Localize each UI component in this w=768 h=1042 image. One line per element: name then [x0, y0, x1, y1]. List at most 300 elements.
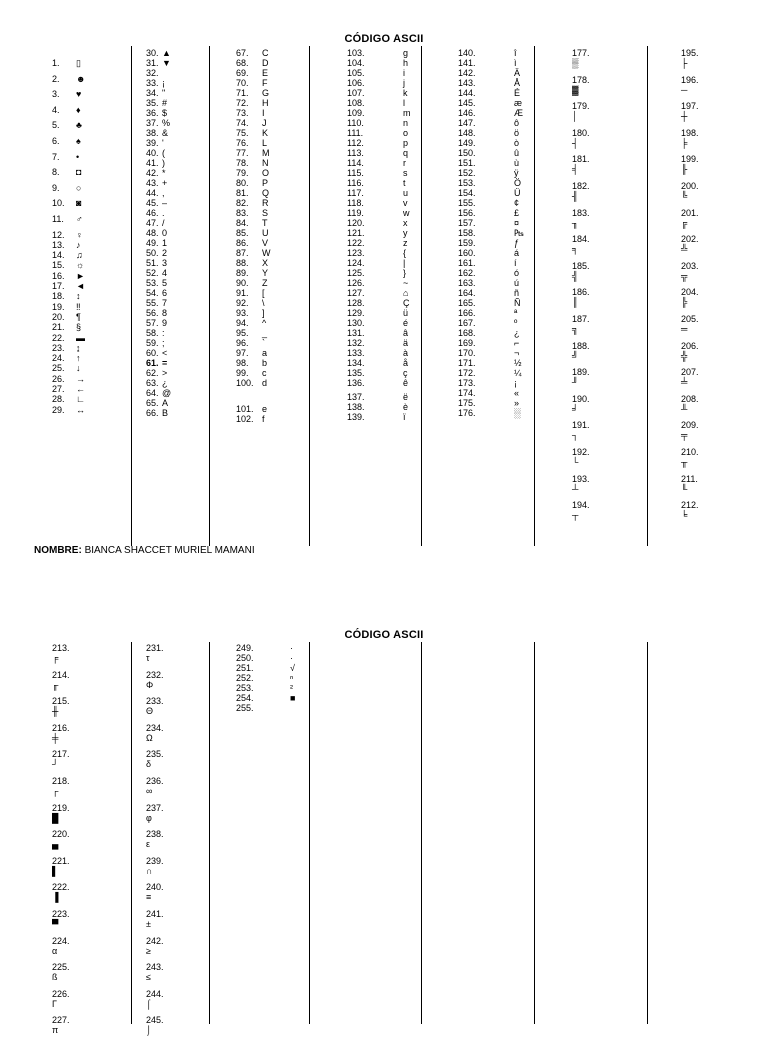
- ascii-code: 219.: [52, 802, 70, 813]
- column-divider: [131, 642, 132, 1024]
- ascii-entry: [146, 288, 206, 298]
- ascii-code: 60.: [146, 348, 159, 358]
- ascii-code: 144.: [458, 88, 476, 98]
- page-title-2: CÓDIGO ASCII: [344, 629, 424, 641]
- ascii-code: 39.: [146, 138, 159, 148]
- ascii-char: t: [403, 178, 406, 188]
- ascii-code: 130.: [347, 318, 365, 328]
- ascii-char: c: [262, 368, 267, 378]
- ascii-entry: [52, 333, 102, 343]
- ascii-entry: [572, 287, 622, 314]
- ascii-code: 1.: [52, 58, 60, 68]
- ascii-char: j: [403, 78, 405, 88]
- ascii-char: í: [514, 258, 517, 268]
- ascii-entry: [347, 158, 427, 168]
- ascii-entry: [236, 368, 306, 378]
- ascii-char: ♂: [76, 213, 83, 224]
- ascii-code: 70.: [236, 78, 249, 88]
- ascii-entry: [52, 962, 102, 989]
- ascii-code: 119.: [347, 208, 364, 218]
- ascii-entry: [572, 48, 622, 75]
- ascii-char: 3: [162, 258, 168, 268]
- ascii-code: 19.: [52, 301, 65, 312]
- ascii-char: ╧: [681, 377, 688, 388]
- ascii-code: 205.: [681, 313, 699, 324]
- ascii-entry: [146, 856, 196, 883]
- ascii-code: 214.: [52, 669, 70, 680]
- ascii-entry: [52, 214, 102, 230]
- ascii-char: A: [162, 398, 169, 408]
- ascii-entry: [458, 188, 538, 198]
- ascii-code: 18.: [52, 291, 65, 302]
- ascii-code: 182.: [572, 180, 590, 191]
- ascii-code: 22.: [52, 332, 65, 343]
- ascii-entry: [146, 328, 206, 338]
- ascii-entry: [146, 58, 206, 68]
- ascii-char: ┤: [572, 137, 579, 148]
- ascii-code: 16.: [52, 270, 65, 281]
- ascii-code: 99.: [236, 368, 249, 378]
- ascii-entry: [458, 258, 538, 268]
- ascii-entry: [458, 108, 538, 118]
- ascii-code: 201.: [681, 207, 699, 218]
- ascii-code: 177.: [572, 48, 590, 58]
- ascii-code: 249.: [236, 643, 254, 653]
- ascii-char: ↑: [76, 353, 81, 364]
- ascii-entry: [347, 268, 427, 278]
- ascii-char: ←: [76, 383, 85, 394]
- ascii-entry: [52, 105, 102, 121]
- ascii-char: ≡: [146, 892, 152, 903]
- ascii-code: 151.: [458, 158, 476, 168]
- ascii-entry: [52, 936, 102, 963]
- ascii-char: }: [403, 268, 407, 278]
- ascii-char: ╩: [681, 244, 688, 255]
- ascii-char: ·: [290, 643, 293, 653]
- ascii-entry: [572, 208, 622, 235]
- ascii-char: █: [52, 812, 59, 823]
- ascii-code: 89.: [236, 268, 249, 278]
- ascii-entry: [458, 338, 538, 348]
- ascii-entry: [681, 234, 731, 261]
- ascii-entry: [347, 48, 427, 58]
- ascii-char: ñ: [514, 288, 520, 298]
- ascii-code: 241.: [146, 908, 164, 919]
- ascii-entry: [236, 108, 306, 118]
- ascii-entry: [236, 358, 306, 368]
- ascii-char: ∟: [76, 394, 85, 405]
- ascii-code: 245.: [146, 1015, 164, 1026]
- ascii-entry: [458, 328, 538, 338]
- ascii-entry: [347, 98, 427, 108]
- ascii-code: 31.: [146, 58, 159, 68]
- ascii-code: 180.: [572, 127, 590, 138]
- ascii-code: 158.: [458, 228, 476, 238]
- ascii-char: ⌂: [403, 288, 409, 298]
- ascii-char: i: [403, 68, 405, 78]
- ascii-entry: [236, 98, 306, 108]
- ascii-entry: [572, 154, 622, 181]
- ascii-char: $: [162, 108, 168, 118]
- ascii-entry: [236, 128, 306, 138]
- ascii-code: 227.: [52, 1015, 70, 1026]
- ascii-code: 44.: [146, 188, 159, 198]
- ascii-char: ≥: [146, 945, 151, 956]
- ascii-entry: [458, 318, 538, 328]
- ascii-code: 69.: [236, 68, 249, 78]
- ascii-entry: [236, 643, 306, 653]
- ascii-entry: [52, 136, 102, 152]
- ascii-char: ↔: [76, 404, 85, 415]
- ascii-code: 242.: [146, 935, 164, 946]
- ascii-char: │: [572, 111, 578, 122]
- ascii-entry: [347, 378, 427, 392]
- ascii-entry: [52, 120, 102, 136]
- ascii-code: 160.: [458, 248, 476, 258]
- ascii-code: 30.: [146, 48, 159, 58]
- ascii-code: 121.: [347, 228, 365, 238]
- ascii-code: 224.: [52, 935, 70, 946]
- ascii-code: 4.: [52, 104, 60, 115]
- ascii-code: 163.: [458, 278, 476, 288]
- ascii-code: 104.: [347, 58, 365, 68]
- ascii-entry: [347, 338, 427, 348]
- ascii-entry: [146, 158, 206, 168]
- ascii-char: ▒: [572, 58, 579, 68]
- ascii-code: 207.: [681, 367, 699, 378]
- ascii-code: 49.: [146, 238, 159, 248]
- ascii-code: 167.: [458, 318, 476, 328]
- ascii-entry: [347, 138, 427, 148]
- ascii-code: 101.: [236, 404, 254, 414]
- ascii-code: 34.: [146, 88, 159, 98]
- ascii-char: è: [403, 401, 409, 412]
- ascii-code: 56.: [146, 308, 159, 318]
- ascii-entry: [52, 167, 102, 183]
- ascii-code: 23.: [52, 342, 65, 353]
- ascii-entry: [458, 398, 538, 408]
- ascii-entry: [146, 258, 206, 268]
- ascii-char: ▲: [162, 48, 171, 58]
- ascii-code: 61.: [146, 358, 159, 368]
- ascii-char: M: [262, 148, 270, 158]
- ascii-code: 116.: [347, 178, 364, 188]
- ascii-char: ): [162, 158, 165, 168]
- ascii-char: •: [76, 151, 80, 162]
- ascii-entry: [52, 776, 102, 803]
- ascii-char: 2: [162, 248, 168, 258]
- ascii-char: n: [403, 118, 409, 128]
- ascii-char: u: [403, 188, 409, 198]
- ascii-code: 55.: [146, 298, 159, 308]
- ascii-entry: [236, 404, 306, 414]
- ascii-entry: [146, 298, 206, 308]
- ascii-code: 141.: [458, 58, 476, 68]
- ascii-entry: [572, 314, 622, 341]
- ascii-char: ─: [681, 84, 688, 95]
- ascii-char: δ: [146, 759, 152, 770]
- ascii-char: ▌: [52, 865, 59, 876]
- ascii-char: ▓: [572, 84, 579, 95]
- ascii-code: 173.: [458, 378, 476, 388]
- column-divider: [647, 46, 648, 546]
- ascii-entry: [681, 314, 731, 341]
- ascii-entry: [236, 338, 306, 348]
- ascii-char: ╣: [572, 270, 579, 281]
- ascii-char: m: [403, 108, 411, 118]
- ascii-code: 225.: [52, 962, 70, 973]
- ascii-code: 13.: [52, 239, 65, 250]
- ascii-code: 113.: [347, 148, 364, 158]
- ascii-entry: [347, 402, 427, 412]
- ascii-entry: [572, 420, 622, 447]
- ascii-char: >: [162, 368, 168, 378]
- ascii-entry: [236, 68, 306, 78]
- ascii-code: 51.: [146, 258, 159, 268]
- ascii-char: ♫: [76, 250, 83, 261]
- ascii-entry: [681, 154, 731, 181]
- ascii-code: 244.: [146, 988, 164, 999]
- ascii-code: 255.: [236, 703, 254, 713]
- ascii-code: 223.: [52, 908, 70, 919]
- ascii-entry: [52, 250, 102, 260]
- ascii-char: 4: [162, 268, 168, 278]
- ascii-code: 32.: [146, 68, 159, 78]
- ascii-code: 45.: [146, 198, 159, 208]
- ascii-code: 124.: [347, 258, 365, 268]
- ascii-char: ▬: [76, 332, 85, 343]
- ascii-char: ¶: [76, 311, 81, 322]
- ascii-char: ÿ: [514, 168, 519, 178]
- ascii-entry: [52, 198, 102, 214]
- ascii-entry: [458, 128, 538, 138]
- ascii-entry: [236, 673, 306, 683]
- ascii-char: →: [76, 373, 85, 384]
- ascii-column-231-245: [146, 643, 196, 1042]
- ascii-code: 112.: [347, 138, 364, 148]
- ascii-entry: [236, 188, 306, 198]
- ascii-code: 115.: [347, 168, 364, 178]
- ascii-char: &: [162, 128, 169, 138]
- ascii-char: ╪: [52, 732, 59, 743]
- ascii-code: 93.: [236, 308, 249, 318]
- ascii-entry: [458, 288, 538, 298]
- ascii-char: X: [262, 258, 269, 268]
- ascii-code: 11.: [52, 213, 64, 224]
- ascii-entry: [52, 74, 102, 90]
- ascii-code: 118.: [347, 198, 364, 208]
- ascii-code: 184.: [572, 234, 590, 245]
- ascii-char: ]: [262, 308, 265, 318]
- ascii-entry: [52, 670, 102, 697]
- ascii-column-140-176: [458, 48, 538, 418]
- ascii-code: 175.: [458, 398, 476, 408]
- ascii-char: [: [262, 288, 265, 298]
- ascii-entry: [236, 148, 306, 158]
- ascii-code: 72.: [236, 98, 249, 108]
- ascii-char: R: [262, 198, 269, 208]
- ascii-char: ♦: [76, 104, 81, 115]
- ascii-code: 200.: [681, 180, 699, 191]
- ascii-code: 147.: [458, 118, 476, 128]
- ascii-code: 221.: [52, 855, 70, 866]
- ascii-char: â: [403, 328, 409, 338]
- ascii-code: 243.: [146, 962, 164, 973]
- ascii-char: ê: [403, 378, 409, 388]
- ascii-char: w: [403, 208, 410, 218]
- ascii-code: 40.: [146, 148, 159, 158]
- ascii-entry: [52, 374, 102, 384]
- ascii-code: 232.: [146, 669, 164, 680]
- ascii-code: 162.: [458, 268, 476, 278]
- ascii-char: s: [403, 168, 408, 178]
- ascii-entry: [681, 261, 731, 288]
- ascii-code: 107.: [347, 88, 365, 98]
- ascii-code: 166.: [458, 308, 476, 318]
- ascii-entry: [572, 128, 622, 155]
- ascii-code: 5.: [52, 120, 60, 131]
- ascii-code: 128.: [347, 298, 365, 308]
- ascii-char: _: [262, 328, 268, 338]
- ascii-code: 80.: [236, 178, 249, 188]
- ascii-code: 208.: [681, 393, 699, 404]
- ascii-code: 240.: [146, 882, 164, 893]
- ascii-entry: [236, 653, 306, 663]
- ascii-char: `: [262, 338, 265, 348]
- ascii-column-1-29: [52, 58, 102, 415]
- ascii-entry: [236, 178, 306, 188]
- ascii-code: 37.: [146, 118, 159, 128]
- ascii-code: 117.: [347, 188, 364, 198]
- ascii-code: 41.: [146, 158, 159, 168]
- ascii-char: ô: [514, 118, 520, 128]
- ascii-char: ╙: [681, 483, 688, 494]
- ascii-char: ┴: [572, 483, 579, 494]
- ascii-entry: [146, 48, 206, 58]
- ascii-entry: [458, 378, 538, 388]
- ascii-code: 53.: [146, 278, 159, 288]
- ascii-entry: [458, 88, 538, 98]
- ascii-char: ½: [514, 358, 522, 368]
- ascii-entry: [236, 138, 306, 148]
- ascii-entry: [52, 260, 102, 270]
- ascii-char: <: [162, 348, 168, 358]
- ascii-char: ë: [403, 391, 409, 402]
- ascii-char: K: [262, 128, 269, 138]
- ascii-entry: [572, 367, 622, 394]
- ascii-code: 155.: [458, 198, 476, 208]
- ascii-entry: [146, 643, 196, 670]
- ascii-entry: [458, 58, 538, 68]
- ascii-char: ;: [162, 338, 165, 348]
- ascii-entry: [681, 394, 731, 421]
- ascii-entry: [52, 909, 102, 936]
- ascii-char: φ: [146, 812, 152, 823]
- ascii-char: ■: [290, 693, 296, 703]
- ascii-entry: [146, 78, 206, 88]
- ascii-entry: [681, 128, 731, 155]
- ascii-code: 138.: [347, 401, 365, 412]
- ascii-char: Y: [262, 268, 269, 278]
- ascii-char: o: [403, 128, 409, 138]
- ascii-code: 95.: [236, 328, 249, 338]
- ascii-char: 6: [162, 288, 168, 298]
- ascii-code: 59.: [146, 338, 159, 348]
- ascii-column-67-102: [236, 48, 306, 424]
- ascii-char: ▼: [162, 58, 171, 68]
- ascii-entry: [347, 128, 427, 138]
- ascii-entry: [236, 378, 306, 404]
- ascii-char: ï: [403, 411, 406, 422]
- ascii-char: Ç: [403, 298, 410, 308]
- ascii-char: Ω: [146, 732, 153, 743]
- ascii-char: ╗: [572, 323, 579, 334]
- ascii-char: 1: [162, 238, 168, 248]
- ascii-entry: [52, 240, 102, 250]
- ascii-entry: [347, 78, 427, 88]
- ascii-code: 62.: [146, 368, 159, 378]
- ascii-char: h: [403, 58, 409, 68]
- ascii-code: 86.: [236, 238, 249, 248]
- ascii-char: a: [262, 348, 268, 358]
- ascii-code: 252.: [236, 673, 254, 683]
- ascii-char: Ñ: [514, 298, 521, 308]
- ascii-char: O: [262, 168, 270, 178]
- ascii-char: ┘: [52, 759, 59, 770]
- ascii-char: α: [52, 945, 58, 956]
- ascii-char: b: [262, 358, 268, 368]
- ascii-code: 111.: [347, 128, 364, 138]
- ascii-code: 110.: [347, 118, 364, 128]
- ascii-code: 79.: [236, 168, 249, 178]
- ascii-code: 58.: [146, 328, 159, 338]
- column-divider: [309, 46, 310, 546]
- ascii-char: l: [403, 98, 405, 108]
- ascii-entry: [347, 278, 427, 288]
- ascii-char: ¢: [514, 198, 520, 208]
- ascii-entry: [572, 234, 622, 261]
- ascii-entry: [347, 238, 427, 248]
- ascii-code: 211.: [681, 473, 698, 484]
- ascii-entry: [458, 218, 538, 228]
- ascii-column-103-139: [347, 48, 427, 422]
- ascii-entry: [347, 318, 427, 328]
- ascii-entry: [347, 168, 427, 178]
- ascii-code: 33.: [146, 78, 159, 88]
- ascii-entry: [347, 118, 427, 128]
- ascii-code: 135.: [347, 368, 365, 378]
- ascii-entry: [458, 208, 538, 218]
- column-divider: [209, 642, 210, 1024]
- ascii-entry: [146, 989, 196, 1016]
- ascii-code: 216.: [52, 722, 70, 733]
- ascii-code: 222.: [52, 882, 70, 893]
- ascii-char: ╥: [681, 456, 688, 467]
- ascii-entry: [236, 703, 306, 713]
- ascii-code: 210.: [681, 446, 699, 457]
- ascii-char: 7: [162, 298, 168, 308]
- ascii-char: ▄: [52, 839, 59, 850]
- ascii-char: ╫: [52, 706, 59, 717]
- ascii-entry: [52, 58, 102, 74]
- ascii-char: ░: [514, 408, 521, 418]
- ascii-entry: [146, 188, 206, 198]
- ascii-code: 122.: [347, 238, 365, 248]
- ascii-entry: [146, 88, 206, 98]
- ascii-char: ¡: [162, 78, 165, 88]
- ascii-char: ù: [514, 158, 520, 168]
- ascii-char: ¬: [514, 348, 520, 358]
